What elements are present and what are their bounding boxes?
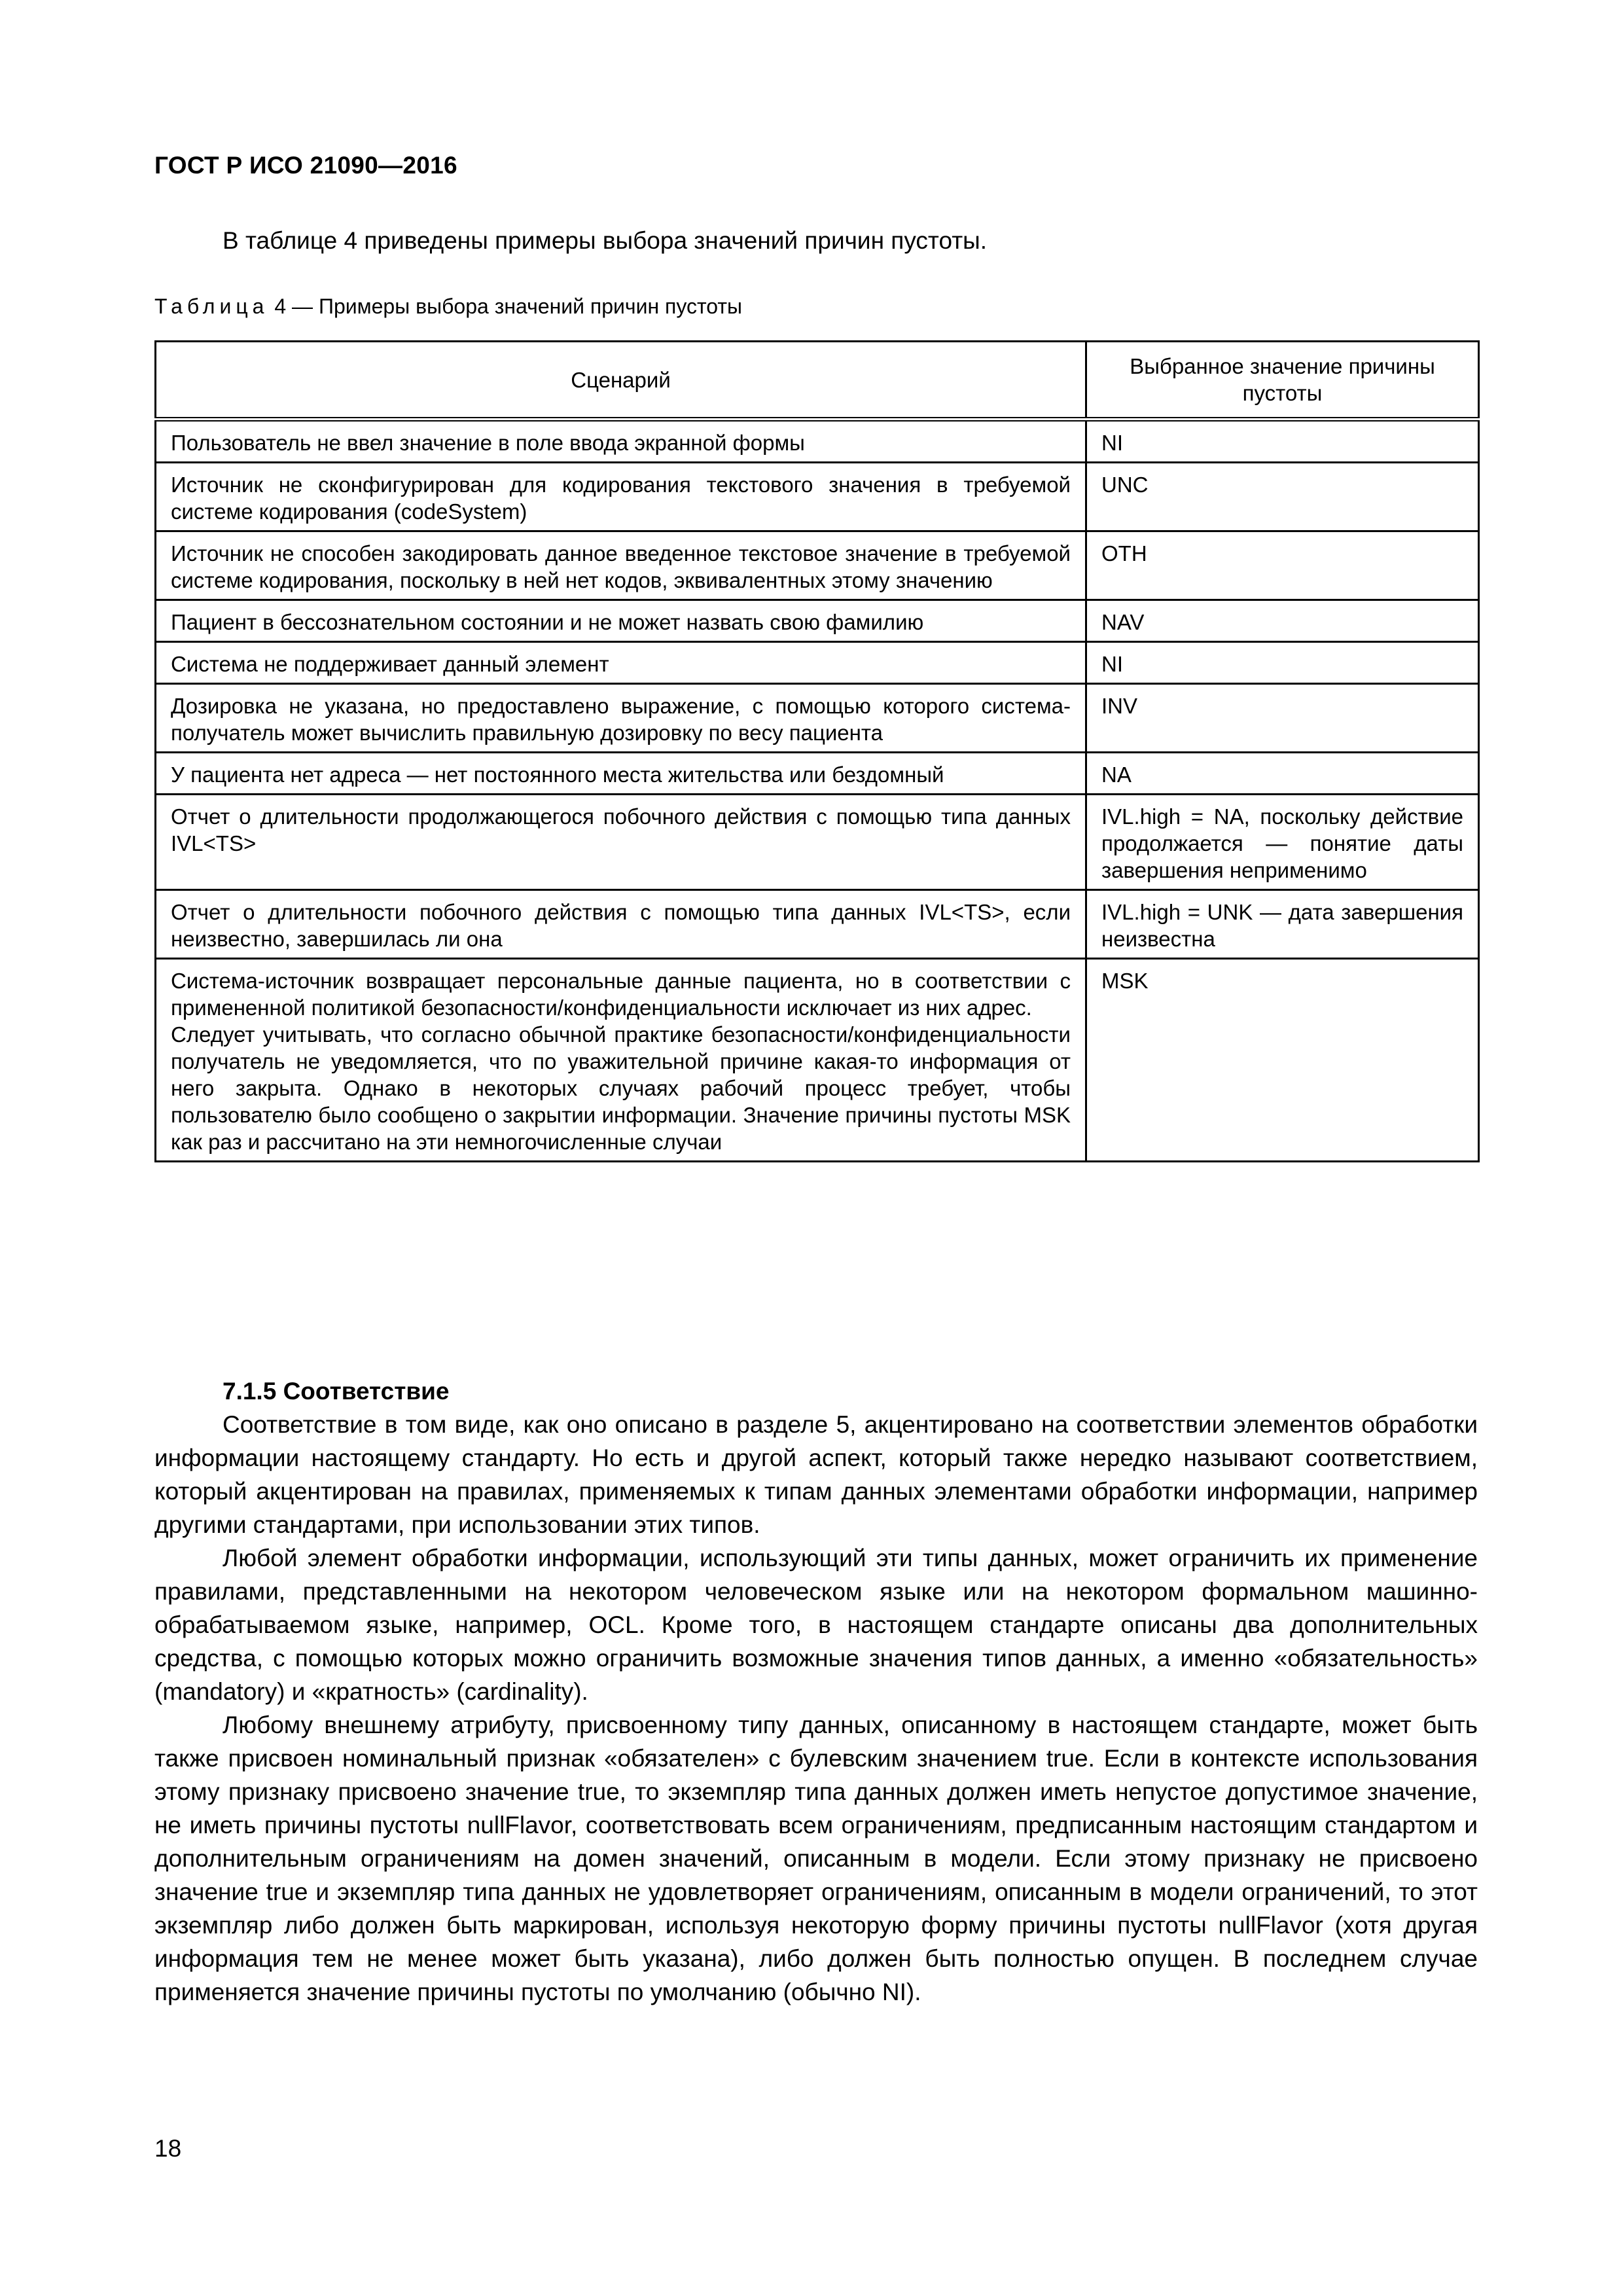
table-row [156,642,1479,684]
table-header-row [156,342,1479,420]
scenario-cell: Отчет о длительности продолжающегося побочного действия с помощью типа данных IVL<TS> [156,795,1086,890]
table-row [156,420,1479,463]
intro-paragraph: В таблице 4 приведены примеры выбора значений причин пустоты. [223,227,988,254]
section-conformance [154,1374,1478,2009]
table-row [156,600,1479,642]
table-row [156,795,1479,890]
page-number: 18 [154,2135,182,2162]
scenario-cell: Пользователь не ввел значение в поле ввода экранной формы [156,420,1086,463]
scenario-text: Система-источник возвращает персональные данные пациента, но в соответствии с примененной политикой безопасности/конфиденциальности исключает из них адрес. [171,969,1071,1020]
value-cell: MSK [1086,959,1479,1162]
table-row [156,753,1479,795]
scenario-cell [156,959,1086,1162]
table-row [156,959,1479,1162]
scenario-cell: Источник не способен закодировать данное введенное текстовое значение в требуемой системе кодирования, поскольку в ней нет кодов, эквивалентных этому значению [156,531,1086,600]
table-row [156,463,1479,531]
value-cell: NA [1086,753,1479,795]
scenario-cell: Система не поддерживает данный элемент [156,642,1086,684]
table-caption-label: Таблица [154,295,269,318]
scenario-cell: Пациент в бессознательном состоянии и не может назвать свою фамилию [156,600,1086,642]
section-paragraph: Соответствие в том виде, как оно описано в разделе 5, акцентировано на соответствии элементов обработки информации настоящему стандарту. Но есть и другой аспект, который также нередко называют соответствием, который акцентирован на правилах, применяемых к типам данных элементами обработки информации, например другими стандартами, при использовании этих типов. [154,1411,1478,1538]
scenario-cell: Дозировка не указана, но предоставлено выражение, с помощью которого система-получатель может вычислить правильную дозировку по весу пациента [156,684,1086,753]
value-cell: UNC [1086,463,1479,531]
scenario-text-continued: Следует учитывать, что согласно обычной практике безопасности/конфиденциальности получатель не уведомляется, что по уважительной причине какая-то информация от него закрыта. Однако в некоторых случаях рабочий процесс требует, чтобы пользователю было сообщено о закрытии информации. Значение причины пустоты MSK как раз и рассчитано на эти немногочисленные случаи [171,1022,1071,1154]
scenario-cell: У пациента нет адреса — нет постоянного места жительства или бездомный [156,753,1086,795]
table-caption-title: — Примеры выбора значений причин пустоты [292,295,743,318]
table-row [156,531,1479,600]
value-cell: INV [1086,684,1479,753]
value-cell: NI [1086,642,1479,684]
value-cell: IVL.high = NA, поскольку действие продолжается — понятие даты завершения неприменимо [1086,795,1479,890]
table-caption-number: 4 [274,295,287,318]
value-cell: IVL.high = UNK — дата завершения неизвестна [1086,890,1479,959]
section-paragraph: Любой элемент обработки информации, использующий эти типы данных, может ограничить их применение правилами, представленными на некотором человеческом языке или на некотором формальном машинно-обрабатываемом языке, например, OCL. Кроме того, в настоящем стандарте описаны два дополнительных средства, с помощью которых можно ограничить возможные значения типов данных, а именно «обязательность» (mandatory) и «кратность» (cardinality). [154,1545,1478,1705]
value-cell: OTH [1086,531,1479,600]
table-row [156,684,1479,753]
table-caption [154,295,742,319]
column-header-scenario: Сценарий [156,342,1086,420]
value-cell: NI [1086,420,1479,463]
section-paragraph: Любому внешнему атрибуту, присвоенному типу данных, описанному в настоящем стандарте, может быть также присвоен номинальный признак «обязателен» с булевским значением true. Если в контексте использования этому признаку присвоено значение true, то экземпляр типа данных должен иметь непустое допустимое значение, не иметь причины пустоты nullFlavor, соответствовать всем ограничениям, предписанным настоящим стандартом и дополнительным ограничениям на домен значений, описанным в модели. Если этому признаку не присвоено значение true и экземпляр типа данных не удовлетворяет ограничениям, описанным в модели ограничений, то этот экземпляр либо должен быть маркирован, используя некоторую форму причины пустоты nullFlavor (хотя другая информация тем не менее может быть указана), либо должен быть полностью опущен. В последнем случае применяется значение причины пустоты по умолчанию (обычно NI). [154,1712,1478,2005]
scenario-cell: Источник не сконфигурирован для кодирования текстового значения в требуемой системе кодирования (codeSystem) [156,463,1086,531]
scenario-cell: Отчет о длительности побочного действия с помощью типа данных IVL<TS>, если неизвестно, завершилась ли она [156,890,1086,959]
section-heading: 7.1.5 Соответствие [223,1378,450,1405]
value-cell: NAV [1086,600,1479,642]
table-row [156,890,1479,959]
column-header-value: Выбранное значение причины пустоты [1086,342,1479,420]
document-code-header: ГОСТ Р ИСО 21090—2016 [154,152,457,179]
null-flavor-examples-table [154,340,1480,1162]
